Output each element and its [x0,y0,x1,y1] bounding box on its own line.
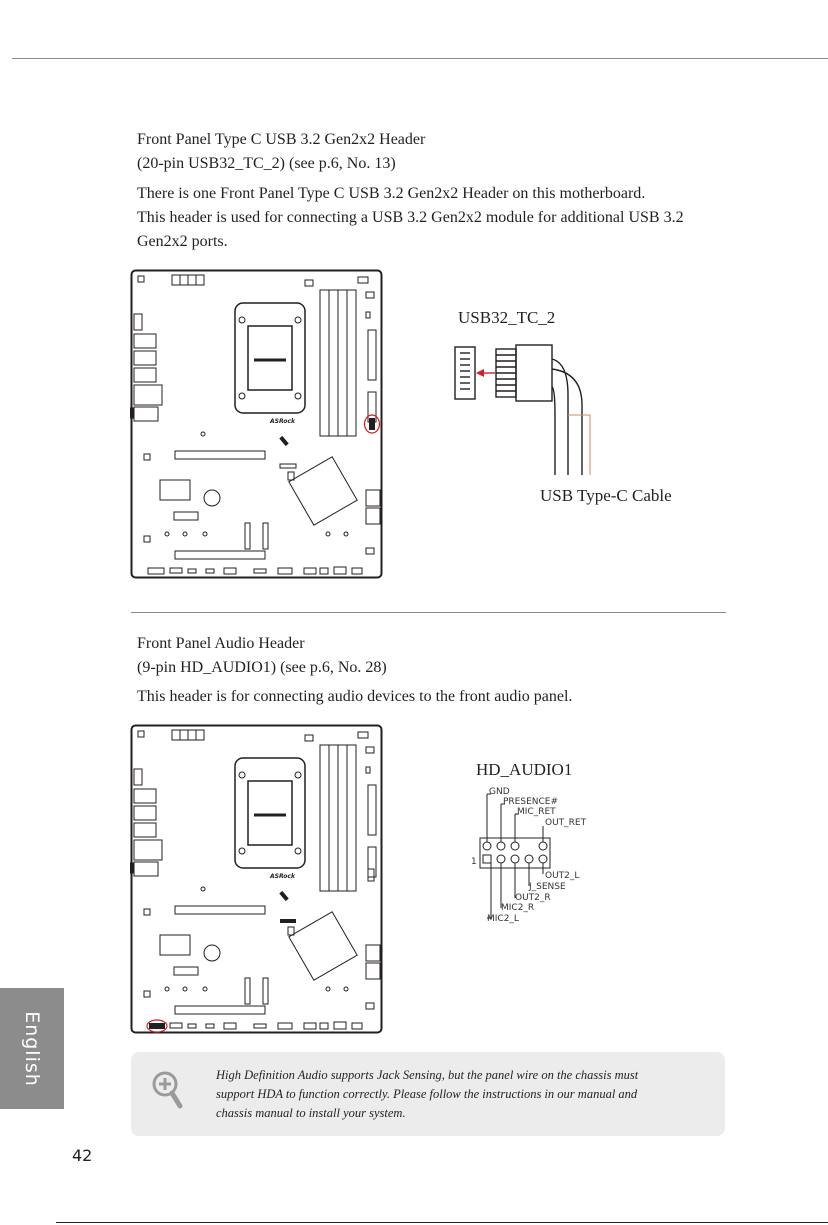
pin-one-label: 1 [471,857,477,867]
audio-pinout-diagram [465,782,595,932]
section-divider [131,612,726,613]
pin-label-mic-ret: MIC_RET [517,807,556,817]
page-number: 42 [72,1146,93,1165]
note-text [216,1066,696,1123]
note-text-line3: chassis manual to install your system. [216,1106,406,1120]
motherboard-diagram-audio [130,723,384,1035]
board-logo-2: ASRock [270,873,295,880]
pin-label-j-sense: J_SENSE [529,882,566,892]
usb-header-label: USB32_TC_2 [458,308,556,327]
audio-title-line1: Front Panel Audio Header [137,635,305,652]
note-text-line1: High Definition Audio supports Jack Sensing, but the panel wire on the chassis must [216,1068,639,1082]
pin-label-gnd: GND [489,787,510,797]
pin-label-mic2-l: MIC2_L [487,914,519,924]
usb-cable-label: USB Type-C Cable [540,486,672,505]
header-rule [12,58,828,59]
pin-label-out2-r: OUT2_R [515,893,551,903]
footer-rule [56,1222,828,1223]
audio-body-line1: This header is for connecting audio devices to the front audio panel. [137,688,573,705]
motherboard-diagram-usb [130,268,384,580]
pin-label-mic2-r: MIC2_R [501,903,535,913]
language-tab [0,988,64,1109]
audio-title-line2: (9-pin HD_AUDIO1) (see p.6, No. 28) [137,659,387,676]
language-tab-label: English [21,1010,43,1087]
audio-header-label: HD_AUDIO1 [476,760,573,779]
usb-body-line3: Gen2x2 ports. [137,233,228,250]
usb-type-c-connector-illustration [440,335,620,480]
usb-title-line1: Front Panel Type C USB 3.2 Gen2x2 Header [137,131,426,148]
usb-title-line2: (20-pin USB32_TC_2) (see p.6, No. 13) [137,155,396,172]
pin-label-out2-l: OUT2_L [545,871,580,881]
pin-label-out-ret: OUT_RET [545,818,587,828]
usb-body-line2: This header is used for connecting a USB 3.2 Gen2x2 module for additional USB 3.2 [137,209,684,226]
magnifier-plus-icon [149,1068,189,1112]
board-logo: ASRock [270,418,295,425]
note-box [131,1052,725,1136]
usb-body-line1: There is one Front Panel Type C USB 3.2 Gen2x2 Header on this motherboard. [137,185,646,202]
note-text-line2: support HDA to function correctly. Please follow the instructions in our manual and [216,1087,638,1101]
pin-label-presence: PRESENCE# [503,797,559,807]
